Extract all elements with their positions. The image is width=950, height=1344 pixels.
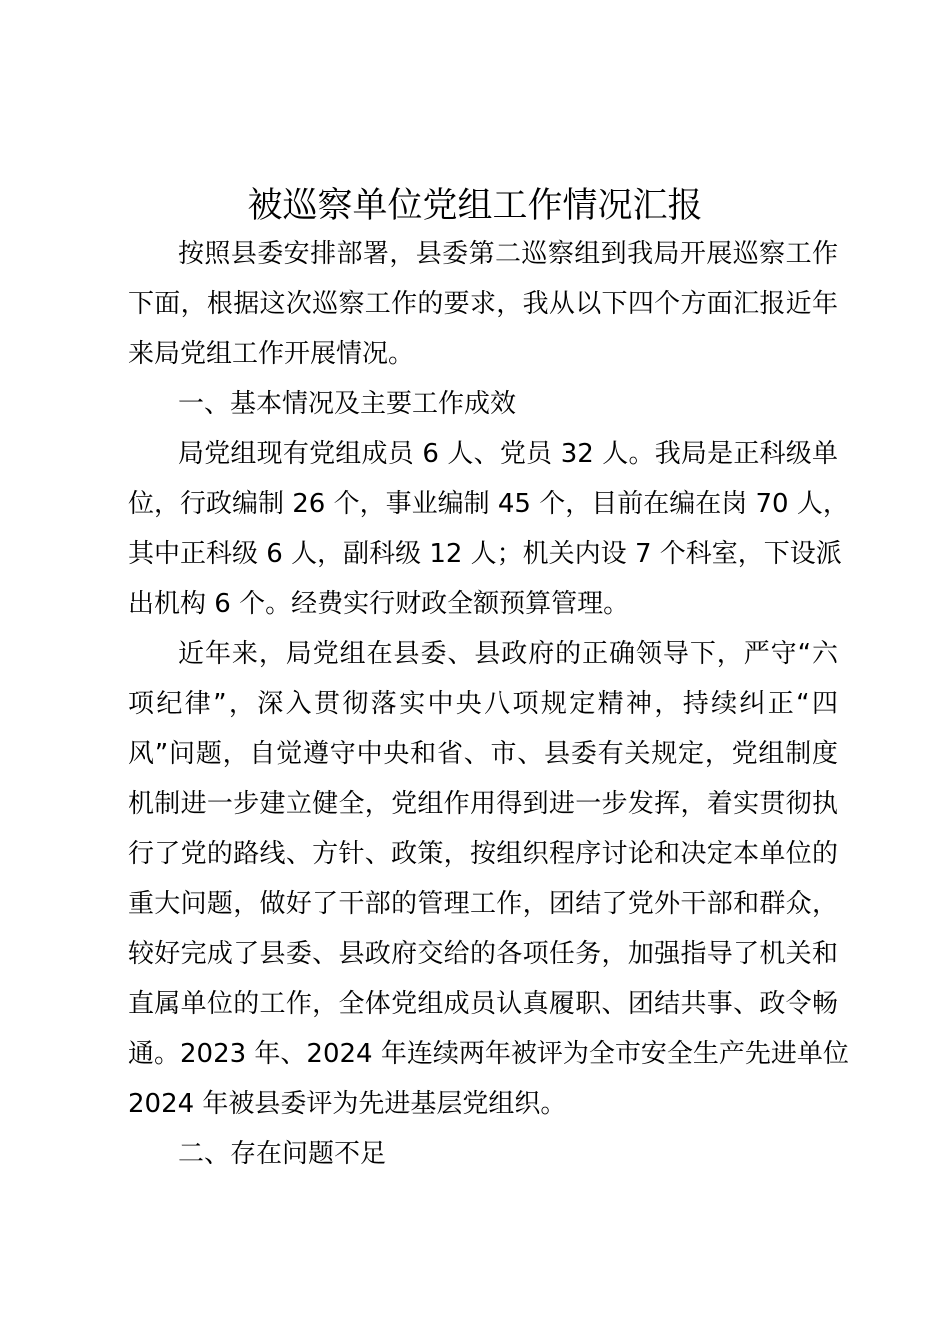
section-heading: 一、基本情况及主要工作成效 [178, 389, 517, 419]
text-line: 较好完成了县委、县政府交给的各项任务，加强指导了机关和 [128, 939, 838, 969]
section-heading: 二、存在问题不足 [178, 1139, 387, 1169]
text-line: 下面，根据这次巡察工作的要求，我从以下四个方面汇报近年 [128, 289, 838, 319]
text-line: 2024 年被县委评为先进基层党组织。 [128, 1089, 567, 1119]
text-line: 来局党组工作开展情况。 [128, 339, 415, 369]
text-line: 行了党的路线、方针、政策，按组织程序讨论和决定本单位的 [128, 839, 838, 869]
text-line: 机制进一步建立健全，党组作用得到进一步发挥，着实贯彻执 [128, 789, 838, 819]
text-line: 其中正科级 6 人，副科级 12 人；机关内设 7 个科室，下设派 [128, 539, 842, 569]
document-title: 被巡察单位党组工作情况汇报 [247, 186, 703, 226]
text-line: 局党组现有党组成员 6 人、党员 32 人。我局是正科级单 [178, 439, 838, 469]
text-line: 风”问题，自觉遵守中央和省、市、县委有关规定，党组制度 [128, 739, 838, 769]
text-line: 重大问题，做好了干部的管理工作，团结了党外干部和群众， [128, 889, 838, 919]
text-line: 位，行政编制 26 个，事业编制 45 个，目前在编在岗 70 人， [128, 489, 849, 519]
text-line: 项纪律”，深入贯彻落实中央八项规定精神，持续纠正“四 [128, 689, 838, 719]
text-line: 近年来，局党组在县委、县政府的正确领导下，严守“六 [178, 639, 838, 669]
text-line: 按照县委安排部署，县委第二巡察组到我局开展巡察工作 [178, 239, 838, 269]
text-line: 出机构 6 个。经费实行财政全额预算管理。 [128, 589, 630, 619]
text-line: 通。2023 年、2024 年连续两年被评为全市安全生产先进单位 [128, 1039, 849, 1069]
text-line: 直属单位的工作，全体党组成员认真履职、团结共事、政令畅 [128, 989, 838, 1019]
